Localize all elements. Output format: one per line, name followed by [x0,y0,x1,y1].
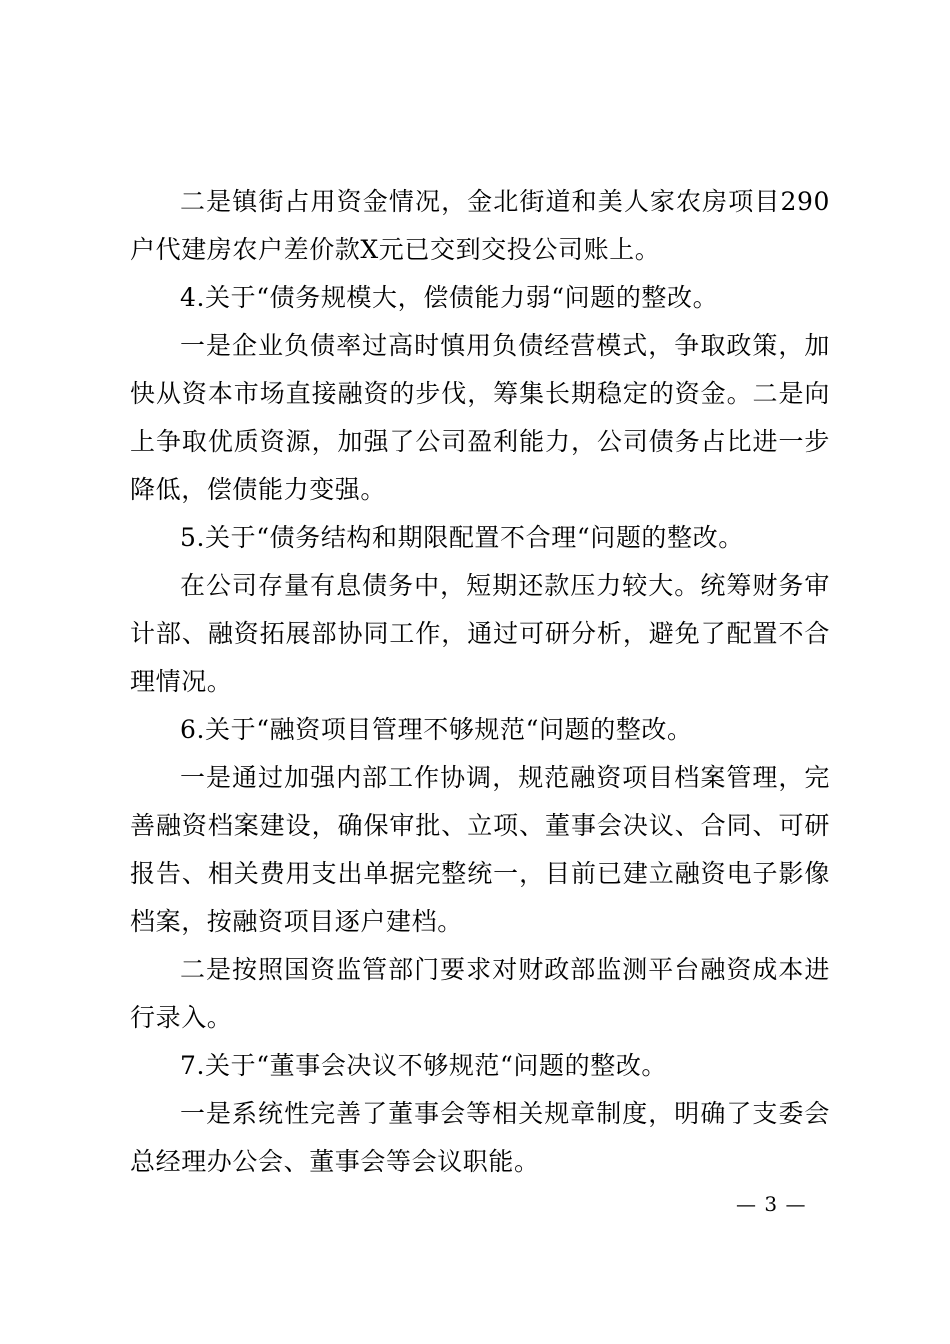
paragraph-item-7-measure-1: 一是系统性完善了董事会等相关规章制度，明确了支委会总经理办公会、董事会等会议职能。 [130,1099,830,1176]
heading-item-7: 7.关于“董事会决议不够规范“问题的整改。 [180,1051,668,1080]
paragraph-item-5-measures: 在公司存量有息债务中，短期还款压力较大。统筹财务审计部、融资拓展部协同工作，通过可研分析，避免了配置不合理情况。 [130,571,830,696]
page-number: — 3 — [736,1192,807,1216]
paragraph-item-6-measure-1: 一是通过加强内部工作协调，规范融资项目档案管理，完善融资档案建设，确保审批、立项、董事会决议、合同、可研报告、相关费用支出单据完整统一，目前已建立融资电子影像档案，按融资项目逐户建档。 [130,763,830,936]
document-body [130,178,830,1186]
paragraph-item-4-measures: 一是企业负债率过高时慎用负债经营模式，争取政策，加快从资本市场直接融资的步伐，筹集长期稳定的资金。二是向上争取优质资源，加强了公司盈利能力，公司债务占比进一步降低，偿债能力变强。 [130,331,830,504]
heading-item-6: 6.关于“融资项目管理不够规范“问题的整改。 [180,715,693,744]
heading-item-4: 4.关于“债务规模大，偿债能力弱“问题的整改。 [180,283,719,312]
paragraph-item-6-measure-2: 二是按照国资监管部门要求对财政部监测平台融资成本进行录入。 [130,955,830,1032]
paragraph-funds-occupied: 二是镇街占用资金情况，金北街道和美人家农房项目290户代建房农户差价款X元已交到交投公司账上。 [130,187,830,264]
heading-item-5: 5.关于“债务结构和期限配置不合理“问题的整改。 [180,523,744,552]
